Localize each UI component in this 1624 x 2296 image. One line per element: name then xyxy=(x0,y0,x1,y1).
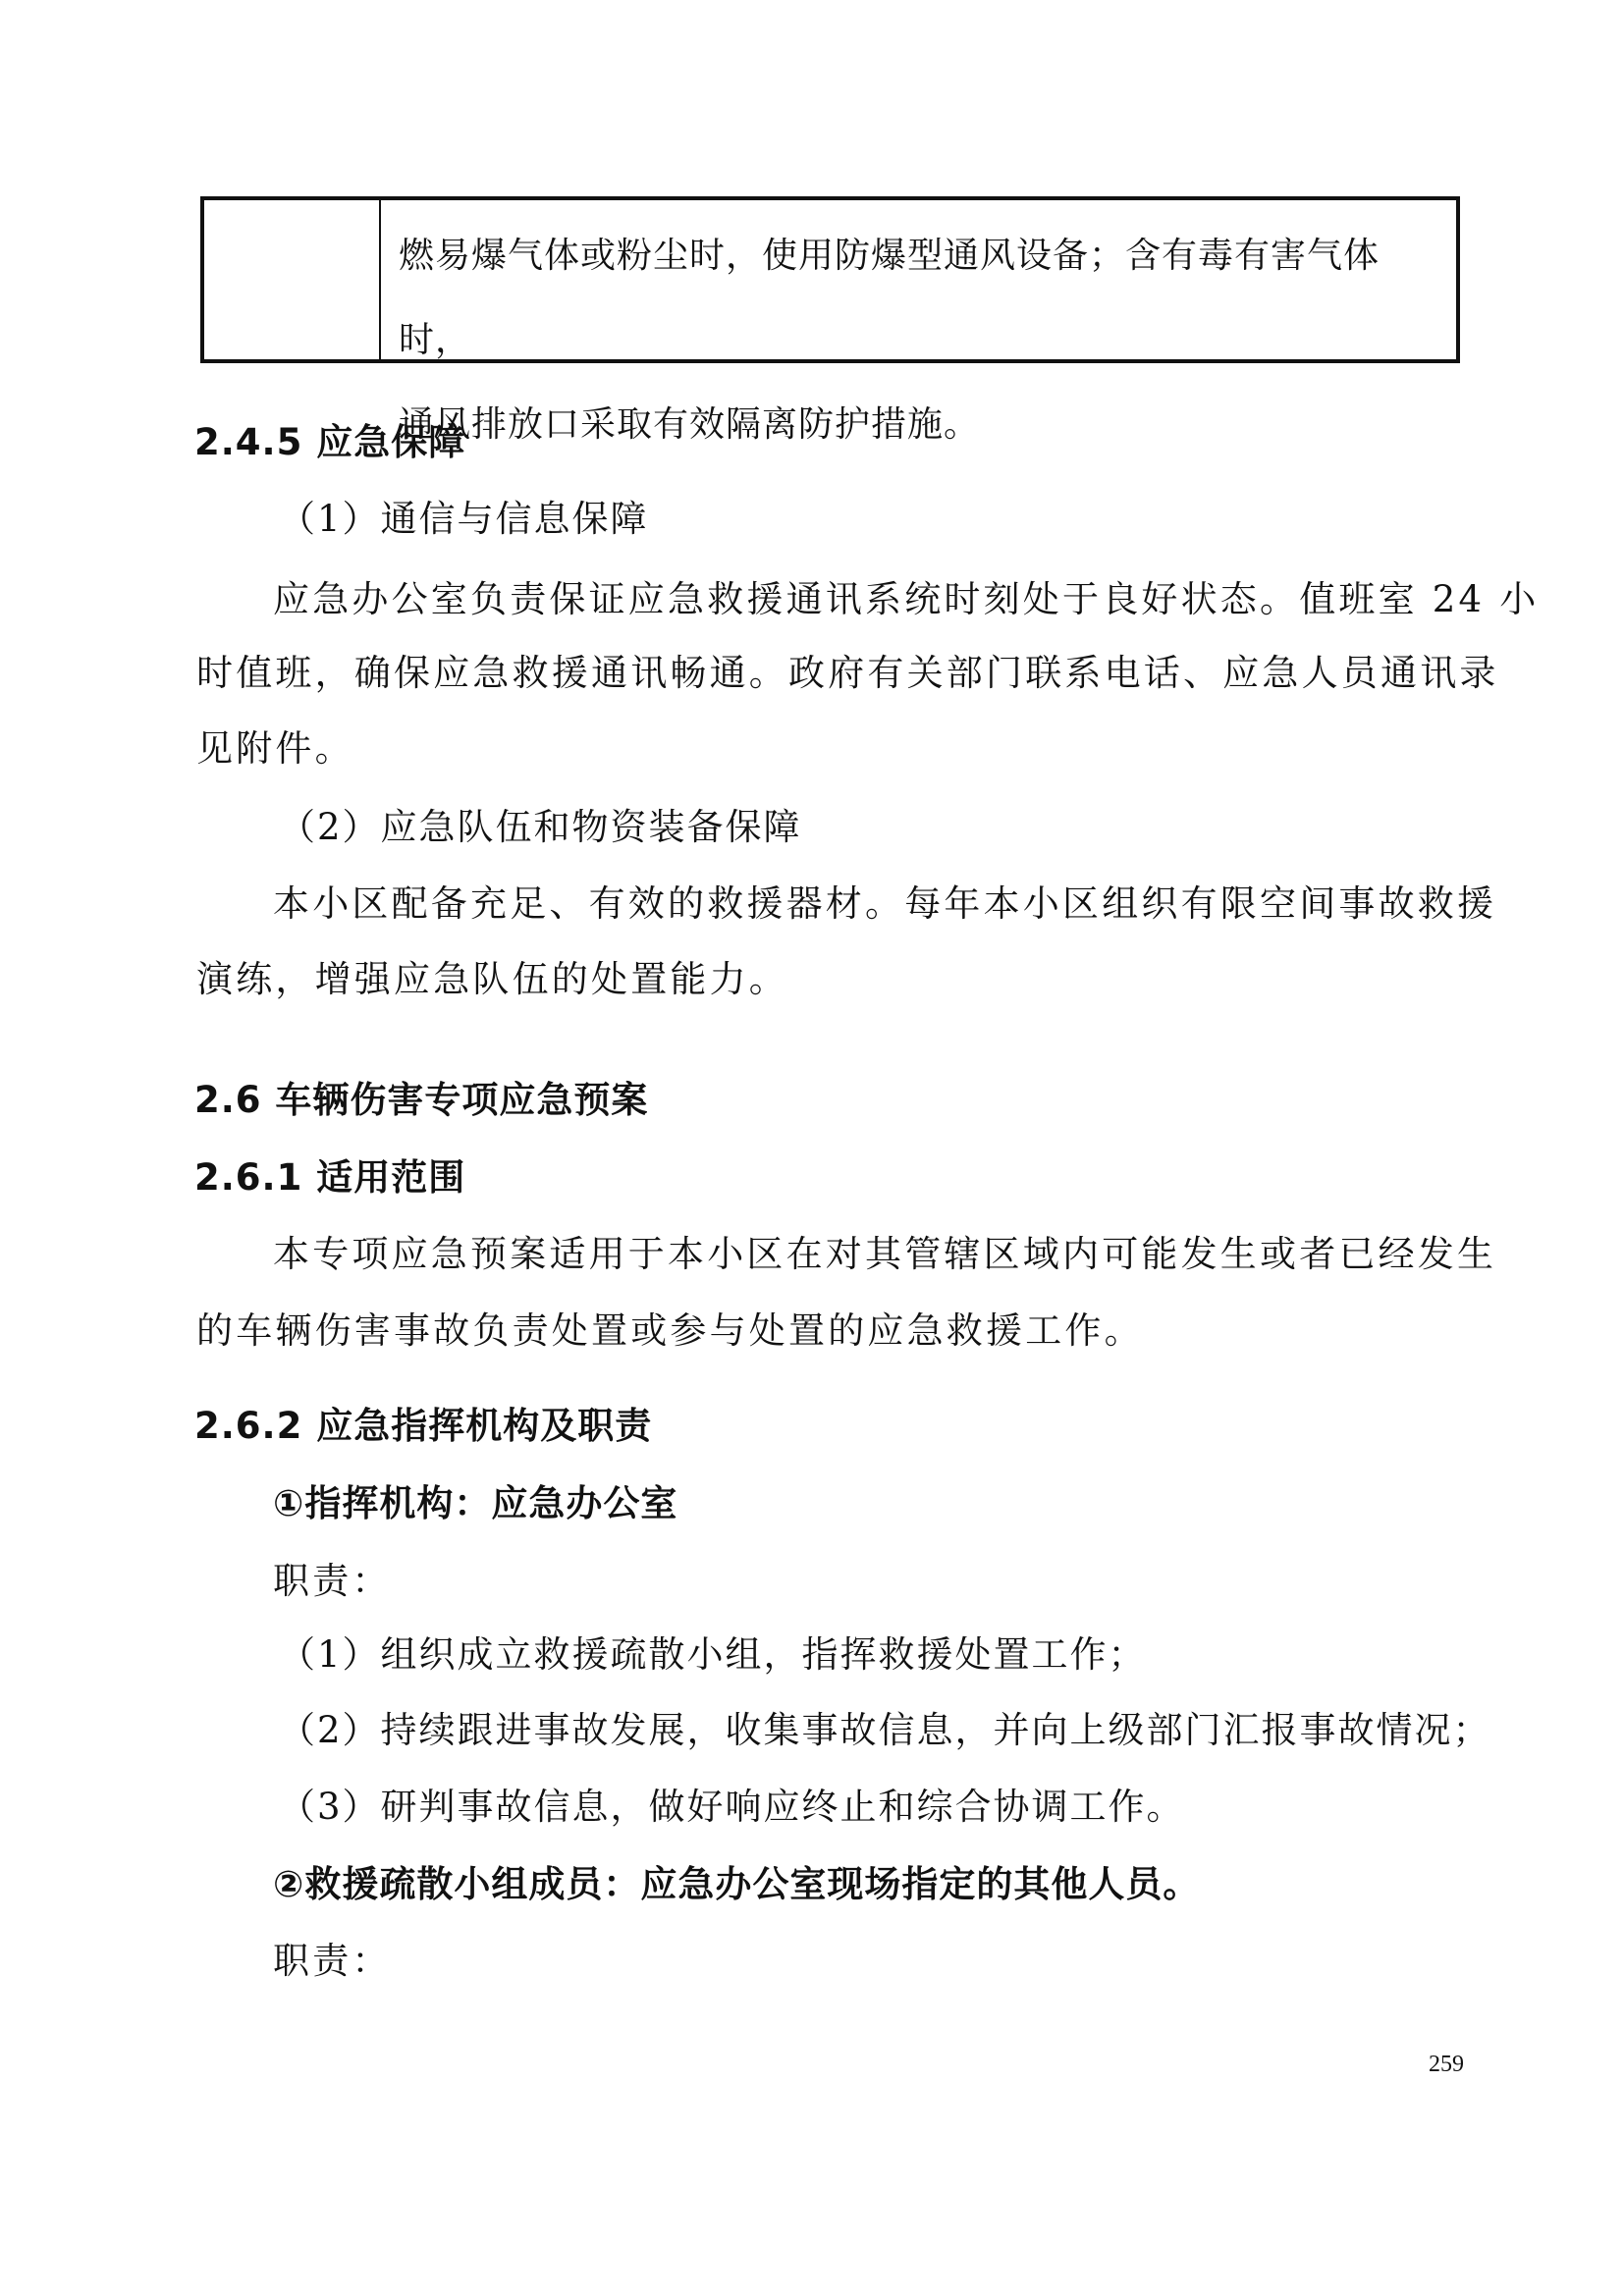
section-heading-26: 2.6 车辆伤害专项应急预案 xyxy=(194,1079,649,1121)
section-heading-262: 2.6.2 应急指挥机构及职责 xyxy=(194,1405,653,1447)
table-text-line: 燃易爆气体或粉尘时，使用防爆型通风设备；含有毒有害气体时， xyxy=(399,236,1380,360)
command-org-title: ①指挥机构：应急办公室 xyxy=(273,1482,678,1524)
paragraph-line: 本小区配备充足、有效的救援器材。每年本小区组织有限空间事故救援 xyxy=(273,882,1497,925)
duty-label: 职责： xyxy=(273,1940,392,1982)
subheading-equipment: （2）应急队伍和物资装备保障 xyxy=(279,806,802,848)
rescue-team-title: ②救援疏散小组成员：应急办公室现场指定的其他人员。 xyxy=(273,1863,1201,1905)
paragraph-line: 演练，增强应急队伍的处置能力。 xyxy=(196,958,788,1000)
paragraph-line: 应急办公室负责保证应急救援通讯系统时刻处于良好状态。值班室 24 小 xyxy=(273,578,1540,620)
duty-item: （2）持续跟进事故发展，收集事故信息，并向上级部门汇报事故情况； xyxy=(279,1709,1491,1751)
section-heading-261: 2.6.1 适用范围 xyxy=(194,1156,466,1199)
paragraph-line: 时值班，确保应急救援通讯畅通。政府有关部门联系电话、应急人员通讯录 xyxy=(196,652,1499,694)
paragraph-line: 见附件。 xyxy=(196,727,354,770)
paragraph-line: 的车辆伤害事故负责处置或参与处置的应急救援工作。 xyxy=(196,1309,1144,1352)
duty-label: 职责： xyxy=(273,1560,392,1602)
paragraph-line: 本专项应急预案适用于本小区在对其管辖区域内可能发生或者已经发生 xyxy=(273,1233,1497,1275)
duty-item: （3）研判事故信息，做好响应终止和综合协调工作。 xyxy=(279,1786,1185,1828)
table-text-line: 通风排放口采取有效隔离防护措施。 xyxy=(399,404,981,445)
section-heading-245: 2.4.5 应急保障 xyxy=(194,421,466,463)
table-left-cell xyxy=(204,200,381,359)
subheading-communication: （1）通信与信息保障 xyxy=(279,498,649,540)
page-number: 259 xyxy=(1429,2052,1464,2077)
table-right-cell xyxy=(381,200,1456,445)
duty-item: （1）组织成立救援疏散小组，指挥救援处置工作； xyxy=(279,1633,1147,1676)
